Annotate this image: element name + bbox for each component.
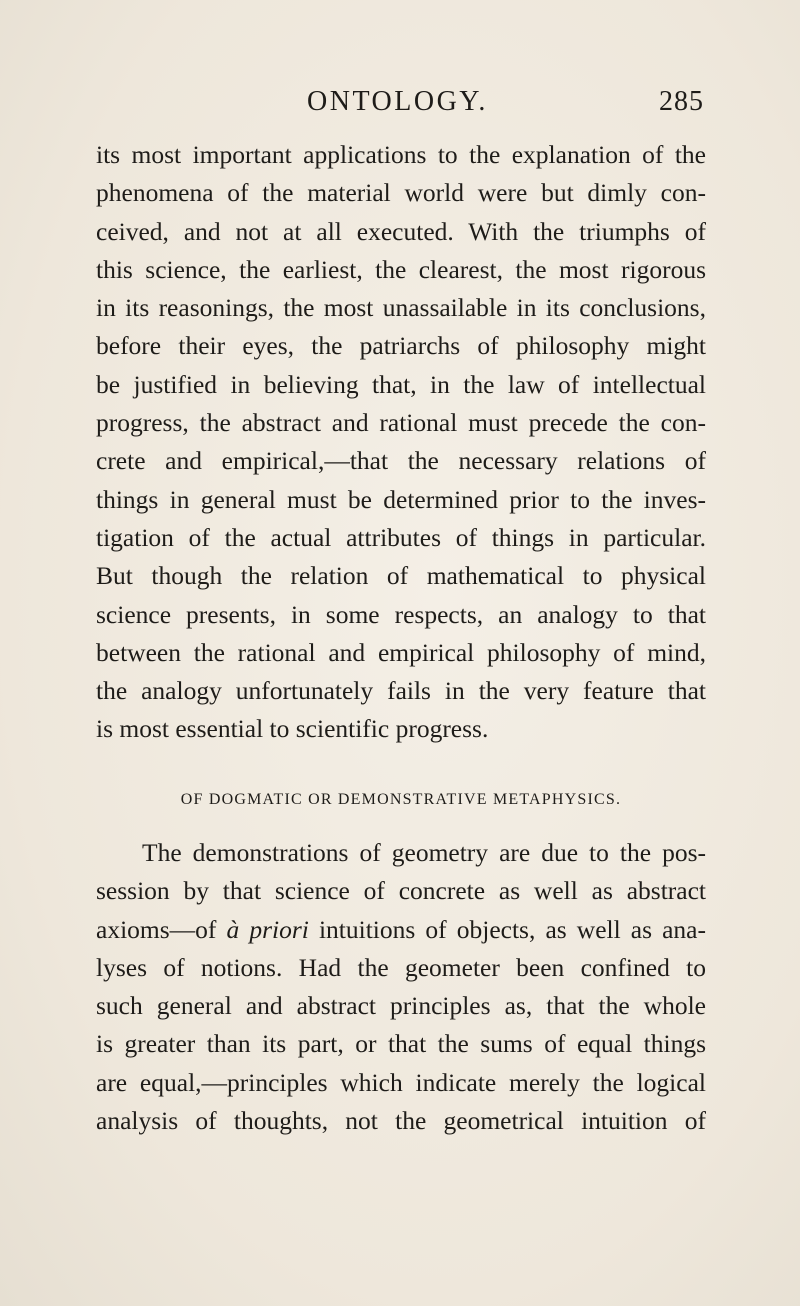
text-line: the analogy unfortunately fails in the very feature that — [96, 676, 706, 706]
running-title: ONTOLOGY. — [307, 86, 488, 117]
text-line: its most important applications to the explanation of the — [96, 140, 706, 169]
text-line: tigation of the actual attributes of things in particular. — [96, 522, 706, 552]
text-line: phenomena of the material world were but dimly con- — [96, 178, 706, 208]
text-fragment: intuitions of objects, as well as ana- — [308, 914, 706, 944]
section-heading: OF DOGMATIC OR DEMONSTRATIVE METAPHYSICS. — [180, 791, 622, 808]
page-header — [0, 82, 800, 122]
text-line: ceived, and not at all executed. With the triumphs of — [96, 216, 706, 246]
text-line: analysis of thoughts, not the geometrical intuition of — [96, 1106, 706, 1136]
italic-term: à priori — [226, 914, 309, 944]
paragraph-2 — [96, 834, 706, 1140]
text-line: be justified in believing that, in the law of intellectual — [96, 369, 706, 399]
text-line: session by that science of concrete as well as abstract — [96, 876, 706, 906]
text-line: lyses of notions. Had the geometer been confined to — [96, 952, 706, 982]
text-line — [96, 911, 706, 949]
text-fragment: axioms—of — [96, 914, 227, 944]
page-number: 285 — [659, 86, 704, 117]
text-line: in its reasonings, the most unassailable in its conclusions, — [96, 293, 706, 323]
text-line: crete and empirical,—that the necessary relations of — [96, 446, 706, 476]
text-line: this science, the earliest, the clearest, the most rigorous — [96, 254, 706, 284]
text-line: between the rational and empirical philosophy of mind, — [96, 637, 706, 667]
text-line: But though the relation of mathematical to physical — [96, 561, 706, 591]
text-line: such general and abstract principles as, that the whole — [96, 991, 706, 1021]
text-line: The demonstrations of geometry are due to the pos- — [142, 838, 706, 867]
text-line: is most essential to scientific progress. — [96, 714, 489, 744]
paragraph-1 — [96, 136, 706, 749]
text-line: progress, the abstract and rational must precede the con- — [96, 408, 706, 438]
text-line: is greater than its part, or that the sums of equal things — [96, 1029, 706, 1059]
text-line: things in general must be determined prior to the inves- — [96, 484, 706, 514]
text-line: before their eyes, the patriarchs of philosophy might — [96, 331, 706, 361]
text-line: are equal,—principles which indicate merely the logical — [96, 1067, 706, 1097]
text-line: science presents, in some respects, an analogy to that — [96, 599, 706, 629]
